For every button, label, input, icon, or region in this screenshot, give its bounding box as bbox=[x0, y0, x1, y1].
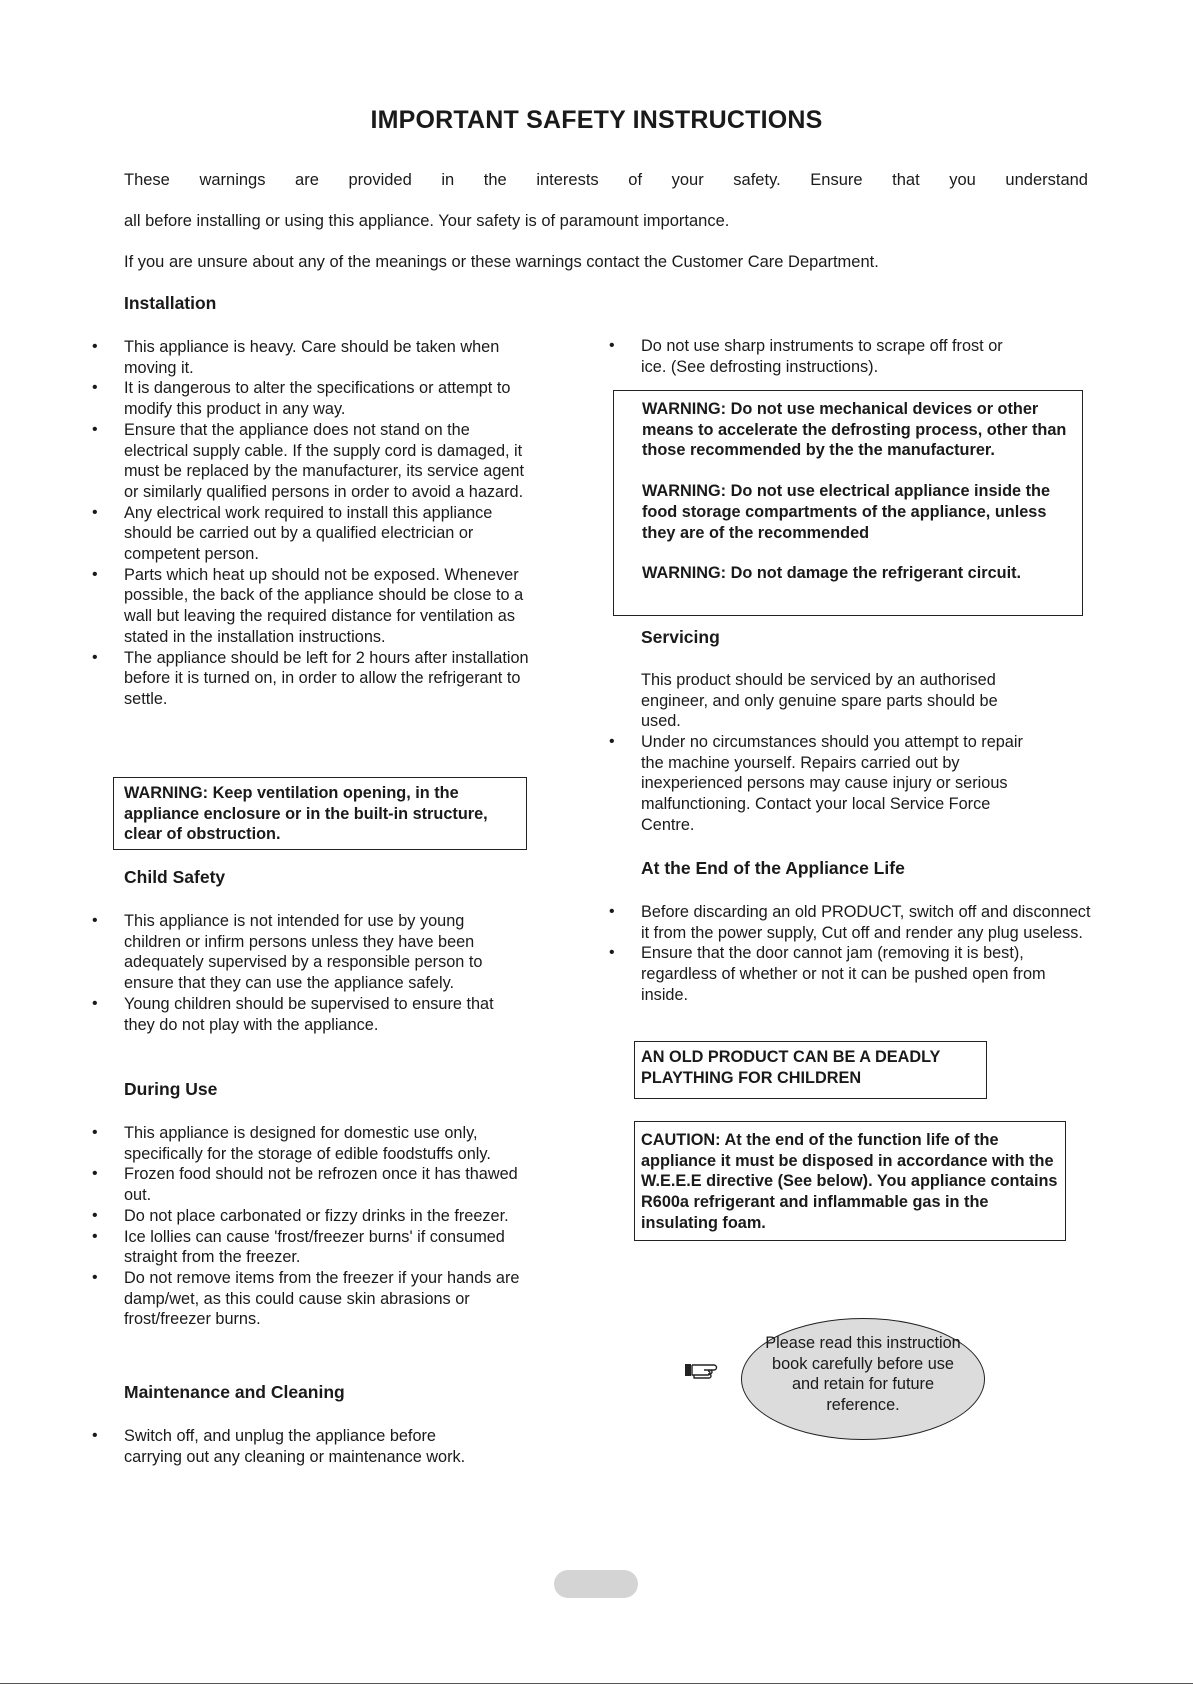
list-item: • Do not remove items from the freezer if your hands are damp/wet, as this could cause skin abrasions or frost/freezer burns. bbox=[124, 1268, 544, 1330]
intro-line-3: If you are unsure about any of the meanings or these warnings contact the Customer Care Department. bbox=[124, 253, 879, 271]
list-item: • It is dangerous to alter the specifications or attempt to modify this product in any way. bbox=[124, 378, 536, 419]
read-instructions-note bbox=[741, 1318, 985, 1440]
ventilation-warning-box bbox=[113, 777, 527, 850]
caution-box bbox=[634, 1121, 1066, 1241]
list-item: • Switch off, and unplug the appliance before carrying out any cleaning or maintenance work. bbox=[124, 1426, 494, 1467]
installation-heading: Installation bbox=[124, 293, 217, 313]
defrost-warnings-box bbox=[613, 390, 1083, 616]
ventilation-warning-text: WARNING: Keep ventilation opening, in the appliance enclosure or in the built-in structure, clear of obstruction. bbox=[124, 784, 488, 844]
servicing-heading: Servicing bbox=[641, 627, 720, 647]
caution-text: CAUTION: At the end of the function life of the appliance it must be disposed in accordance with the W.E.E.E directive (See below). You appliance contains R600a refrigerant and inflammable gas in the insulating foam. bbox=[641, 1131, 1058, 1232]
list-item: • The appliance should be left for 2 hours after installation before it is turned on, in order to allow the refrigerant to settle. bbox=[124, 648, 536, 710]
during-use-heading: During Use bbox=[124, 1079, 218, 1099]
deadly-plaything-box bbox=[634, 1041, 987, 1099]
maintenance-list bbox=[124, 1426, 494, 1467]
child-safety-list bbox=[124, 911, 524, 1035]
during-use-list bbox=[124, 1123, 544, 1330]
list-item: • Young children should be supervised to ensure that they do not play with the appliance. bbox=[124, 994, 524, 1035]
list-item: • Ensure that the appliance does not stand on the electrical supply cable. If the supply cord is damaged, it must be replaced by the manufacturer, its service agent or similarly qualified persons in order to avoid a hazard. bbox=[124, 420, 536, 503]
end-of-life-heading: At the End of the Appliance Life bbox=[641, 858, 905, 878]
warning-mechanical-devices: WARNING: Do not use mechanical devices or other means to accelerate the defrosting process, other than those recommended by the the manufacturer. bbox=[642, 400, 1067, 460]
servicing-intro: This product should be serviced by an authorised engineer, and only genuine spare parts should be used. bbox=[641, 671, 998, 731]
list-item: • This appliance is heavy. Care should be taken when moving it. bbox=[124, 337, 536, 378]
read-instructions-text: Please read this instruction book carefully before use and retain for future reference. bbox=[765, 1334, 961, 1415]
servicing-list bbox=[641, 732, 1031, 836]
page-number-pill bbox=[554, 1570, 638, 1598]
installation-list bbox=[124, 337, 536, 710]
list-item: • Do not place carbonated or fizzy drinks in the freezer. bbox=[124, 1206, 544, 1227]
list-item: • Before discarding an old PRODUCT, switch off and disconnect it from the power supply, Cut off and render any plug useless. bbox=[641, 902, 1091, 943]
intro-line-2: all before installing or using this appliance. Your safety is of paramount importance. bbox=[124, 212, 730, 230]
list-item: • This appliance is designed for domestic use only, specifically for the storage of edible foodstuffs only. bbox=[124, 1123, 544, 1164]
page-title: IMPORTANT SAFETY INSTRUCTIONS bbox=[370, 106, 823, 134]
list-item: • Ensure that the door cannot jam (removing it is best), regardless of whether or not it can be pushed open from inside. bbox=[641, 943, 1091, 1005]
intro-line-1: These warnings are provided in the interests of your safety. Ensure that you understand bbox=[124, 171, 1088, 189]
list-item: • Under no circumstances should you attempt to repair the machine yourself. Repairs carried out by inexperienced persons may cause injury or serious malfunctioning. Contact your local Service Force Centre. bbox=[641, 732, 1031, 836]
bottom-rule bbox=[0, 1683, 1193, 1684]
list-item: • Ice lollies can cause 'frost/freezer burns' if consumed straight from the freezer. bbox=[124, 1227, 544, 1268]
list-item: • Any electrical work required to install this appliance should be carried out by a qualified electrician or competent person. bbox=[124, 503, 536, 565]
list-item: • This appliance is not intended for use by young children or infirm persons unless they have been adequately supervised by a responsible person to ensure that they can use the appliance safely. bbox=[124, 911, 524, 994]
list-item: • Parts which heat up should not be exposed. Whenever possible, the back of the appliance should be close to a wall but leaving the required distance for ventilation as stated in the installation instructions. bbox=[124, 565, 536, 648]
list-item: • Frozen food should not be refrozen once it has thawed out. bbox=[124, 1164, 544, 1205]
scrape-list bbox=[641, 336, 1011, 377]
warning-refrigerant-circuit: WARNING: Do not damage the refrigerant circuit. bbox=[642, 564, 1022, 583]
list-item: • Do not use sharp instruments to scrape off frost or ice. (See defrosting instructions). bbox=[641, 336, 1011, 377]
warning-electrical-appliance: WARNING: Do not use electrical appliance inside the food storage compartments of the appliance, unless they are of the recommended bbox=[642, 482, 1051, 542]
child-safety-heading: Child Safety bbox=[124, 867, 226, 887]
deadly-plaything-text: AN OLD PRODUCT CAN BE A DEADLY PLAYTHING FOR CHILDREN bbox=[641, 1048, 941, 1087]
maintenance-heading: Maintenance and Cleaning bbox=[124, 1382, 345, 1402]
pointing-hand-icon bbox=[684, 1361, 726, 1379]
end-of-life-list bbox=[641, 902, 1091, 1006]
